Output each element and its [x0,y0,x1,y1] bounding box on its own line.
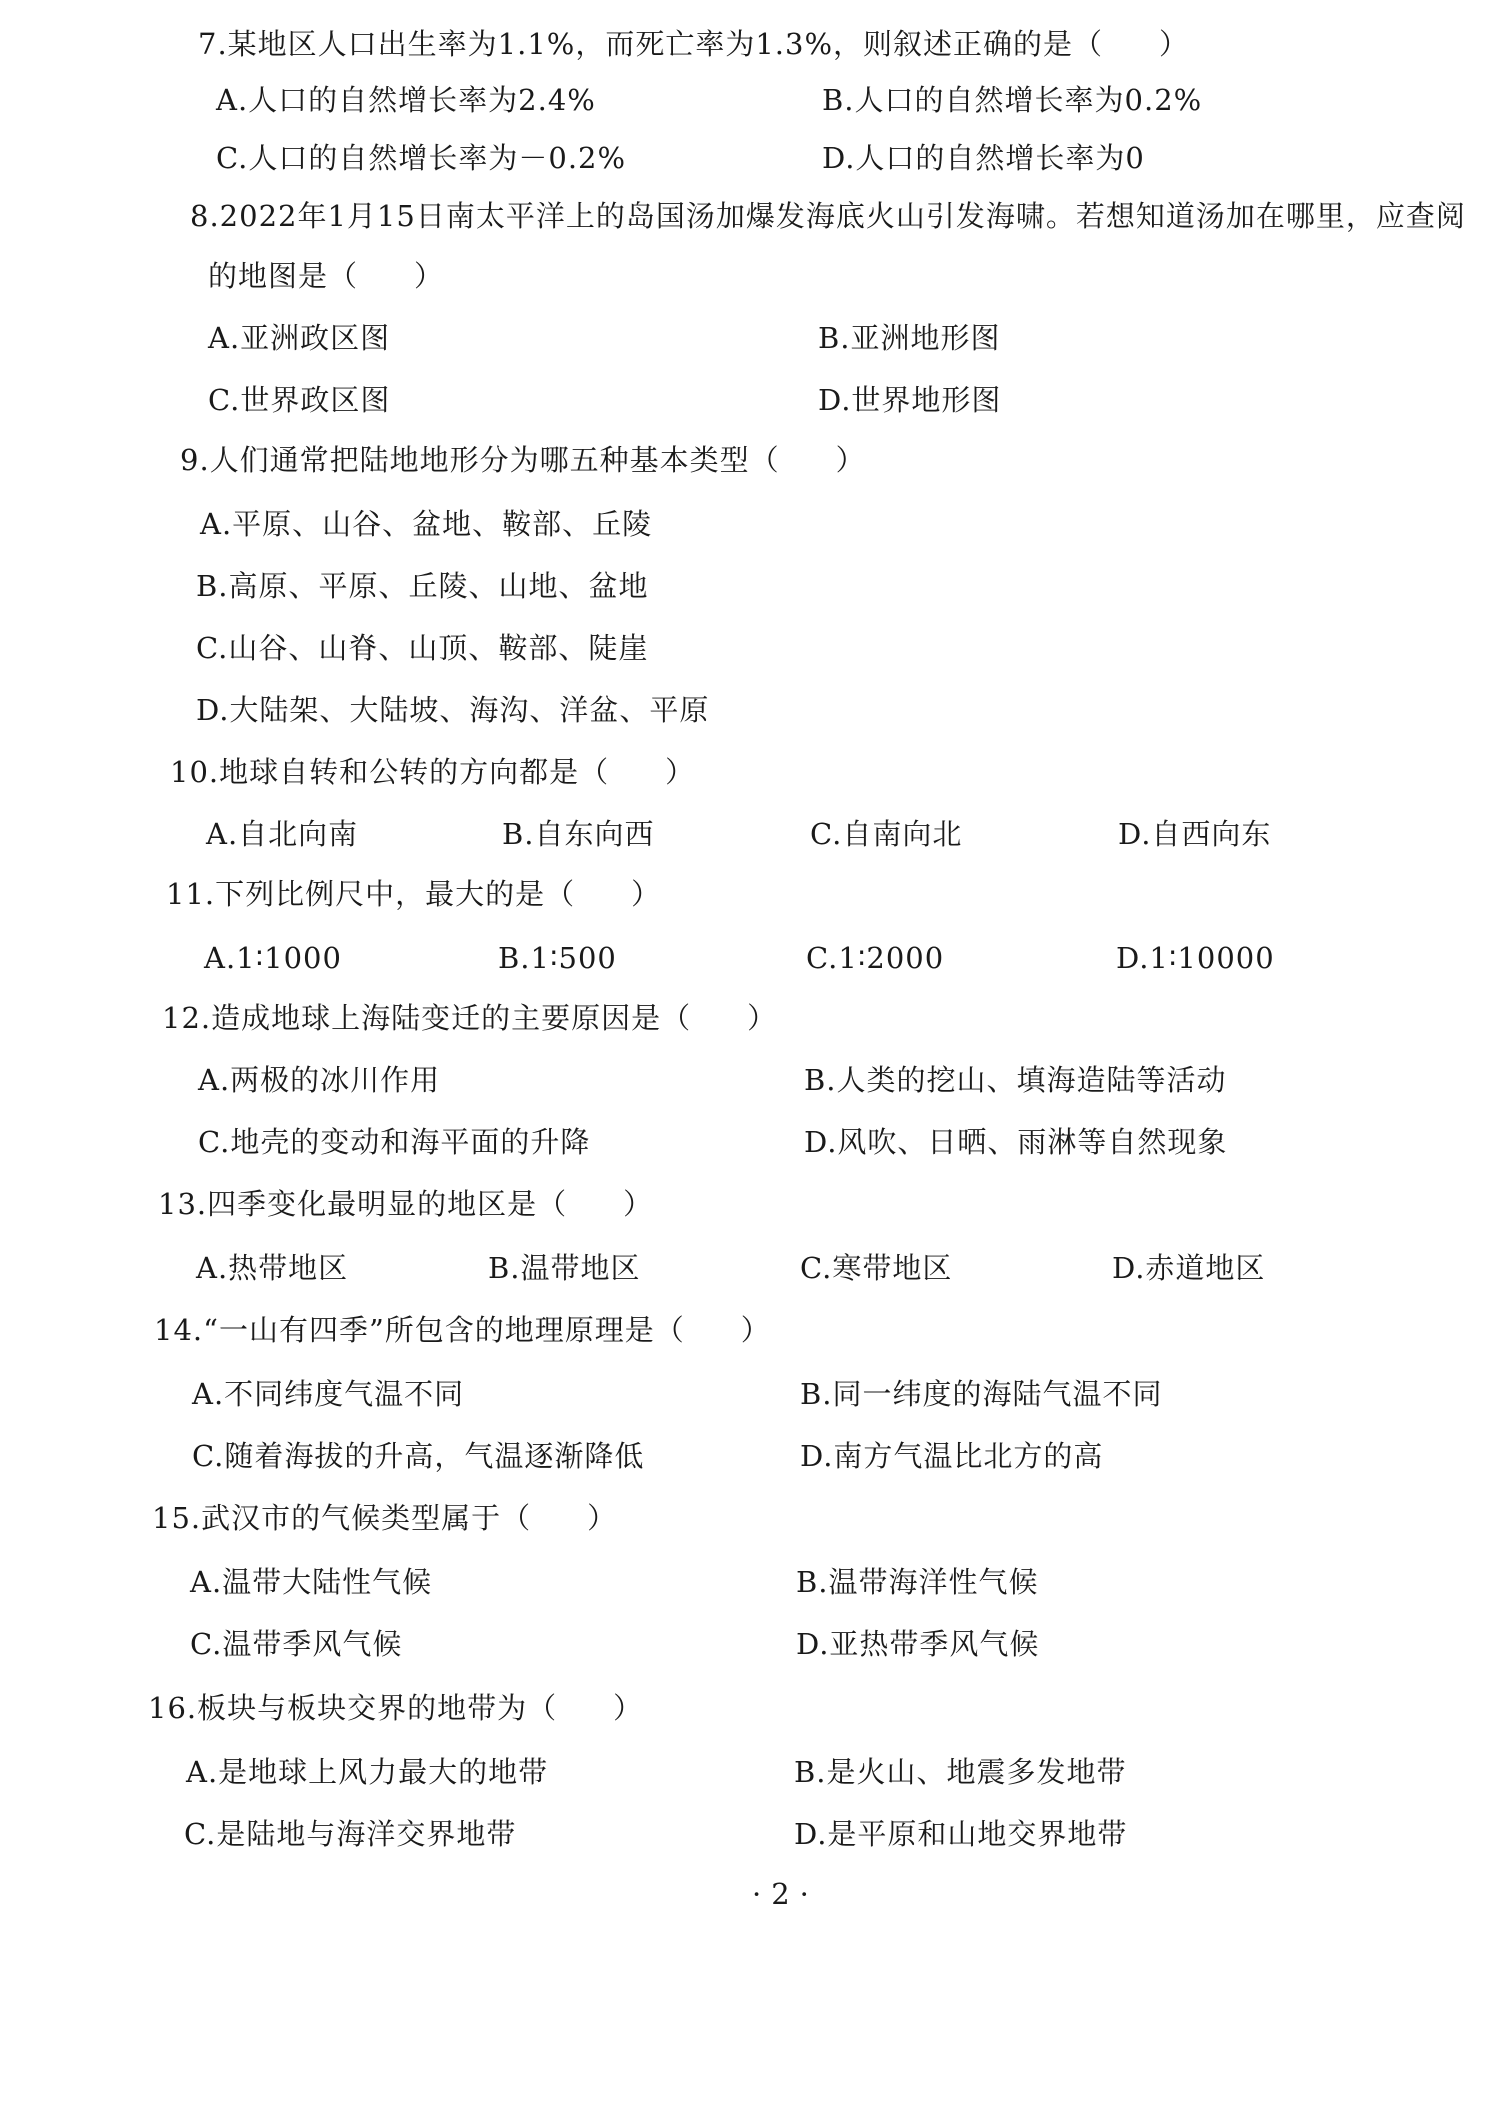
q14-option-d: D.南方气温比北方的高 [800,1439,1104,1473]
q16-option-d: D.是平原和山地交界地带 [794,1817,1128,1851]
q12-option-d: D.风吹、日晒、雨淋等自然现象 [804,1125,1228,1159]
q15-option-b: B.温带海洋性气候 [796,1565,1039,1599]
question-15-stem: 15.武汉市的气候类型属于（ ） [152,1501,618,1535]
question-8-stem-line2: 的地图是（ ） [208,259,445,293]
q14-option-c: C.随着海拔的升高，气温逐渐降低 [192,1439,645,1473]
question-16-stem: 16.板块与板块交界的地带为（ ） [148,1691,644,1725]
q7-option-b: B.人口的自然增长率为0.2% [822,83,1203,117]
q16-option-a: A.是地球上风力最大的地带 [186,1755,549,1789]
q11-option-b: B.1∶500 [498,941,617,975]
q14-option-b: B.同一纬度的海陆气温不同 [800,1377,1163,1411]
question-8-stem-line1: 8.2022年1月15日南太平洋上的岛国汤加爆发海底火山引发海啸。若想知道汤加在哪里，应查阅 [190,199,1466,233]
question-11-stem: 11.下列比例尺中，最大的是（ ） [166,877,662,911]
question-10-stem: 10.地球自转和公转的方向都是（ ） [170,755,696,789]
q9-option-d: D.大陆架、大陆坡、海沟、洋盆、平原 [196,693,710,727]
q8-option-c: C.世界政区图 [208,383,391,417]
q15-option-d: D.亚热带季风气候 [796,1627,1040,1661]
question-12-stem: 12.造成地球上海陆变迁的主要原因是（ ） [162,1001,778,1035]
q12-option-c: C.地壳的变动和海平面的升降 [198,1125,591,1159]
q9-option-b: B.高原、平原、丘陵、山地、盆地 [196,569,649,603]
q11-option-c: C.1∶2000 [806,941,945,975]
question-13-stem: 13.四季变化最明显的地区是（ ） [158,1187,654,1221]
q11-option-a: A.1∶1000 [204,941,342,975]
q7-option-d: D.人口的自然增长率为0 [822,141,1145,175]
q14-option-a: A.不同纬度气温不同 [192,1377,465,1411]
q10-option-b: B.自东向西 [502,817,655,851]
q15-option-a: A.温带大陆性气候 [190,1565,433,1599]
q11-option-d: D.1∶10000 [1116,941,1275,975]
q8-option-b: B.亚洲地形图 [818,321,1001,355]
q12-option-a: A.两极的冰川作用 [198,1063,441,1097]
q12-option-b: B.人类的挖山、填海造陆等活动 [804,1063,1227,1097]
page-number: ·2· [752,1877,819,1911]
q10-option-a: A.自北向南 [206,817,359,851]
q8-option-d: D.世界地形图 [818,383,1002,417]
q13-option-d: D.赤道地区 [1112,1251,1266,1285]
q9-option-a: A.平原、山谷、盆地、鞍部、丘陵 [200,507,653,541]
q13-option-a: A.热带地区 [196,1251,349,1285]
question-7-stem: 7.某地区人口出生率为1.1%，而死亡率为1.3%，则叙述正确的是（ ） [198,27,1190,61]
q15-option-c: C.温带季风气候 [190,1627,403,1661]
q10-option-d: D.自西向东 [1118,817,1272,851]
q7-option-c: C.人口的自然增长率为－0.2% [216,141,627,175]
q16-option-b: B.是火山、地震多发地带 [794,1755,1127,1789]
q16-option-c: C.是陆地与海洋交界地带 [184,1817,517,1851]
q13-option-c: C.寒带地区 [800,1251,953,1285]
q7-option-a: A.人口的自然增长率为2.4% [216,83,596,117]
question-14-stem: 14.“一山有四季”所包含的地理原理是（ ） [154,1313,771,1347]
question-9-stem: 9.人们通常把陆地地形分为哪五种基本类型（ ） [180,443,866,477]
q9-option-c: C.山谷、山脊、山顶、鞍部、陡崖 [196,631,649,665]
q13-option-b: B.温带地区 [488,1251,641,1285]
q8-option-a: A.亚洲政区图 [208,321,391,355]
q10-option-c: C.自南向北 [810,817,963,851]
